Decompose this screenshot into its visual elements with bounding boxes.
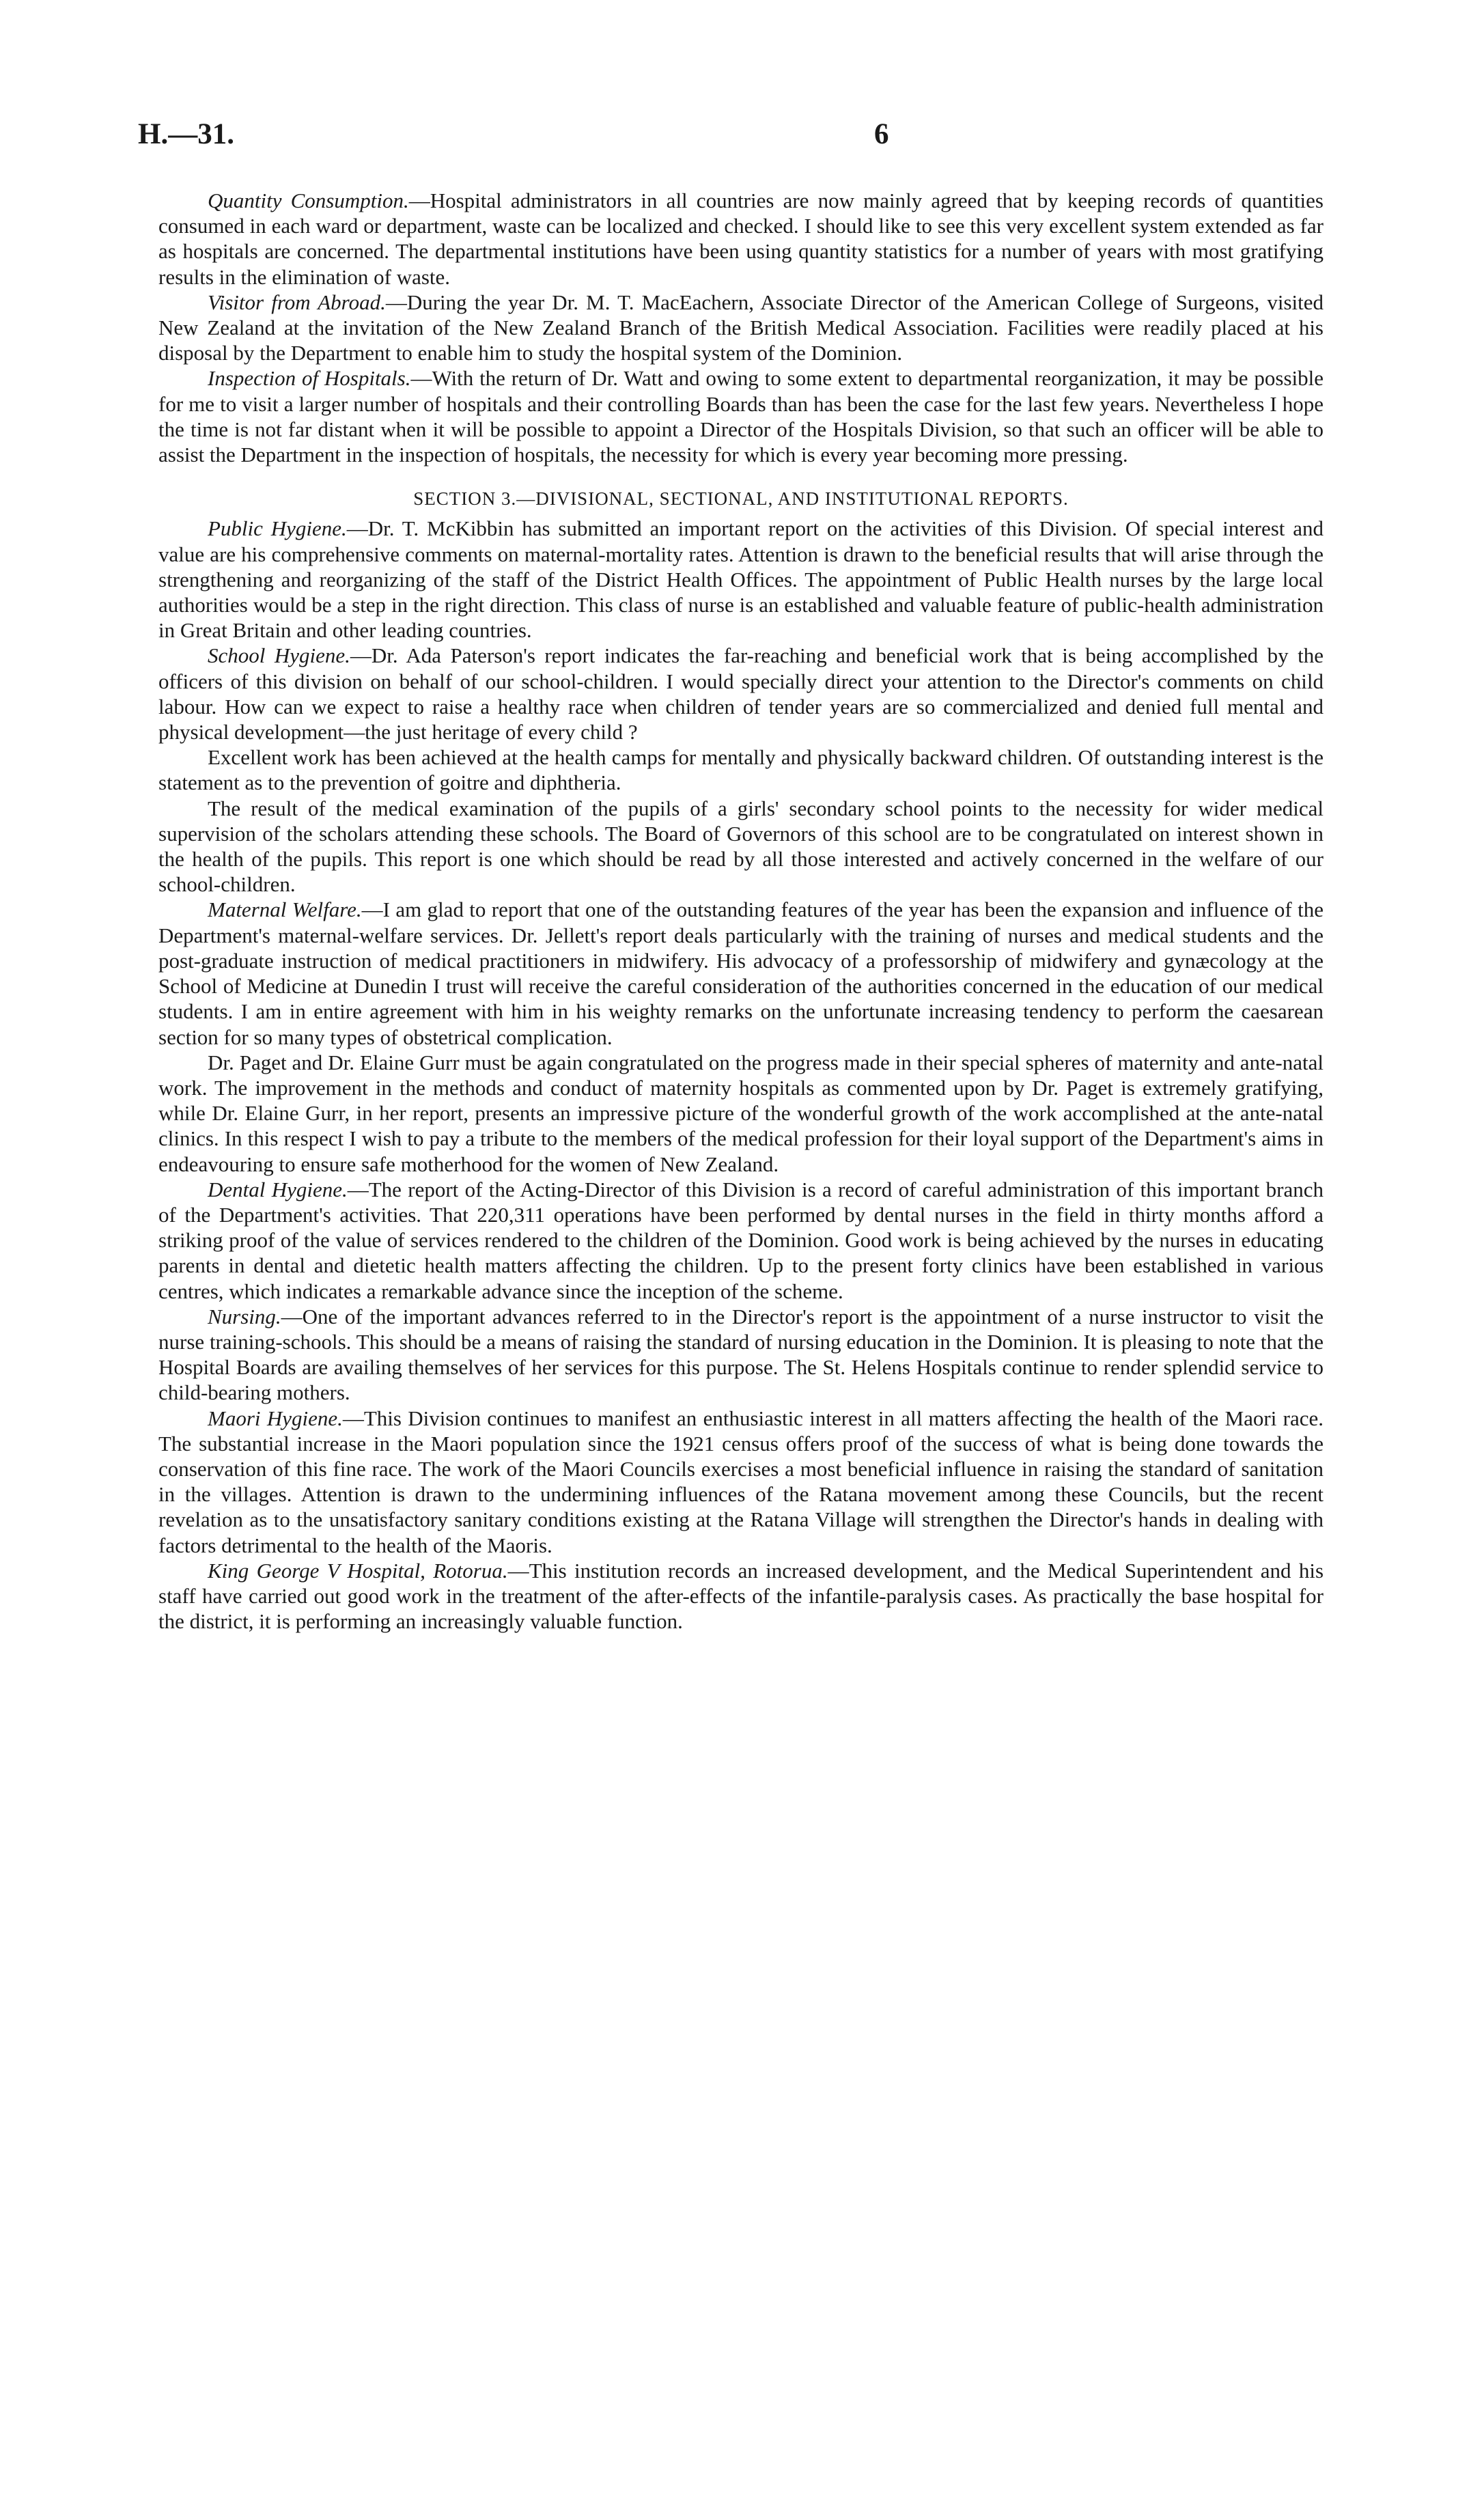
paragraph-secondary-school [158, 796, 1324, 897]
paragraph-text: Dr. Paget and Dr. Elaine Gurr must be again congratulated on the progress made in their special spheres of maternity and ante-natal work. The improvement in the methods and conduct of maternity hospitals as commented upon by Dr. Paget is extremely gratifying, while Dr. Elaine Gurr, in her report, presents an impressive picture of the wonderful growth of the work accomplished at the ante-natal clinics. In this respect I wish to pay a tribute to the members of the medical profession for their loyal support of the Department's aims in endeavouring to ensure safe motherhood for the women of New Zealand. [158, 1050, 1324, 1176]
paragraph-text: The result of the medical examination of the pupils of a girls' secondary school points to the necessity for wider medical supervision of the scholars attending these schools. The Board of Governors of this school are to be congratulated on interest shown in the health of the pupils. This report is one which should be read by all those interested and actively concerned in the welfare of our school-children. [158, 796, 1324, 897]
paragraph-title: Quantity Consumption. [208, 189, 409, 212]
paragraph-title: Dental Hygiene. [208, 1177, 348, 1201]
body-text [158, 188, 1324, 1634]
paragraph-title: King George V Hospital, Rotorua. [208, 1558, 508, 1583]
paragraph-text: —This Division continues to manifest an enthusiastic interest in all matters affecting the health of the Maori race. The substantial increase in the Maori population since the 1921 census offers proof of the success of what is being done towards the conservation of this fine race. The work of the Maori Councils exercises a most beneficial influence in raising the standard of sanitation in the villages. Attention is drawn to the undermining influences of the Ratana movement among these Councils, but the recent revelation as to the unsatisfactory sanitary conditions existing at the Ratana Village will strengthen the Director's hands in dealing with factors detrimental to the health of the Maoris. [158, 1406, 1324, 1557]
paragraph-text: —During the year Dr. M. T. MacEachern, Associate Director of the American College of Surgeons, visited New Zealand at the invitation of the New Zealand Branch of the British Medical Association. Facilities were readily placed at his disposal by the Department to enable him to study the hospital system of the Dominion. [158, 290, 1324, 365]
paragraph-quantity-consumption [158, 188, 1324, 290]
paragraph-text: —Dr. Ada Paterson's report indicates the far-reaching and beneficial work that is being accomplished by the officers of this division on behalf of our school-children. I would specially direct your attention to the Director's comments on child labour. How can we expect to raise a healthy race when children of tender years are so commercialized and denied full mental and physical development—the just heritage of every child ? [158, 643, 1324, 744]
paragraph-king-george-hospital [158, 1558, 1324, 1634]
paragraph-text: —One of the important advances referred to in the Director's report is the appointment of a nurse instructor to visit the nurse training-schools. This should be a means of raising the standard of nursing education in the Dominion. It is pleasing to note that the Hospital Boards are availing themselves of her services for this purpose. The St. Helens Hospitals continue to render splendid service to child-bearing mothers. [158, 1304, 1324, 1405]
paragraph-paget-gurr [158, 1050, 1324, 1177]
paragraph-title: Inspection of Hospitals. [208, 366, 411, 391]
paragraph-text: —Hospital administrators in all countries are now mainly agreed that by keeping records of quantities consumed in each ward or department, waste can be localized and checked. I should like to see this very excellent system extended as far as hospitals are concerned. The departmental institutions have been using quantity statistics for a number of years with most gratifying results in the elimination of waste. [158, 189, 1324, 289]
page-header [138, 117, 1332, 158]
paragraph-maternal-welfare [158, 897, 1324, 1049]
document-reference: H.—31. [138, 118, 234, 150]
paragraph-maori-hygiene [158, 1406, 1324, 1558]
paragraph-nursing [158, 1304, 1324, 1406]
paragraph-dental-hygiene [158, 1177, 1324, 1304]
paragraph-title: Nursing. [208, 1304, 281, 1328]
paragraph-health-camps [158, 744, 1324, 795]
page-number: 6 [874, 118, 889, 150]
paragraph-title: Visitor from Abroad. [208, 290, 386, 314]
paragraph-text: —This institution records an increased development, and the Medical Superintendent and his staff have carried out good work in the treatment of the after-effects of the infantile-paralysis cases. As practically the base hospital for the district, it is performing an increasingly valuable function. [158, 1558, 1324, 1634]
paragraph-title: Public Hygiene. [208, 516, 347, 541]
paragraph-text: —Dr. T. McKibbin has submitted an important report on the activities of this Division. Of special interest and value are his comprehensive comments on maternal-mortality rates. Attention is drawn to the beneficial results that will arise through the strengthening and reorganizing of the staff of the District Health Offices. The appointment of Public Health nurses by the large local authorities would be a step in the right direction. This class of nurse is an established and valuable feature of public-health administration in Great Britain and other leading countries. [158, 516, 1324, 643]
paragraph-visitor-from-abroad [158, 290, 1324, 366]
paragraph-school-hygiene [158, 643, 1324, 744]
paragraph-title: Maori Hygiene. [208, 1406, 343, 1430]
section-heading: SECTION 3.—DIVISIONAL, SECTIONAL, AND INSTITUTIONAL REPORTS. [413, 488, 1069, 510]
paragraph-title: School Hygiene. [208, 643, 350, 668]
paragraph-text: —I am glad to report that one of the outstanding features of the year has been the expansion and influence of the Department's maternal-welfare services. Dr. Jellett's report deals particularly with the training of nurses and medical students and the post-graduate instruction of medical practitioners in midwifery. His advocacy of a professorship of midwifery and gynæcology at the School of Medicine at Dunedin I trust will receive the careful consideration of the authorities concerned in the education of our medical students. I am in entire agreement with him in his weighty remarks on the unfortunate increasing tendency to perform the caesarean section for so many types of obstetrical complication. [158, 897, 1324, 1049]
paragraph-text: Excellent work has been achieved at the health camps for mentally and physically backward children. Of outstanding interest is the statement as to the prevention of goitre and diphtheria. [158, 745, 1324, 795]
paragraph-public-hygiene [158, 516, 1324, 643]
paragraph-inspection-of-hospitals [158, 365, 1324, 467]
paragraph-text: —The report of the Acting-Director of this Division is a record of careful administration of this important branch of the Department's activities. That 220,311 operations have been performed by dental nurses in the field in thirty months afford a striking proof of the value of services rendered to the children of the Dominion. Good work is being achieved by the nurses in educating parents in dental and dietetic health matters affecting the children. Up to the present forty clinics have been established in various centres, which indicates a remarkable advance since the inception of the scheme. [158, 1177, 1324, 1303]
paragraph-title: Maternal Welfare. [208, 897, 362, 922]
paragraph-text: —With the return of Dr. Watt and owing to some extent to departmental reorganization, it may be possible for me to visit a larger number of hospitals and their controlling Boards than has been the case for the last few years. Nevertheless I hope the time is not far distant when it will be possible to appoint a Director of the Hospitals Division, so that such an officer will be able to assist the Department in the inspection of hospitals, the necessity for which is every year becoming more pressing. [158, 366, 1324, 467]
